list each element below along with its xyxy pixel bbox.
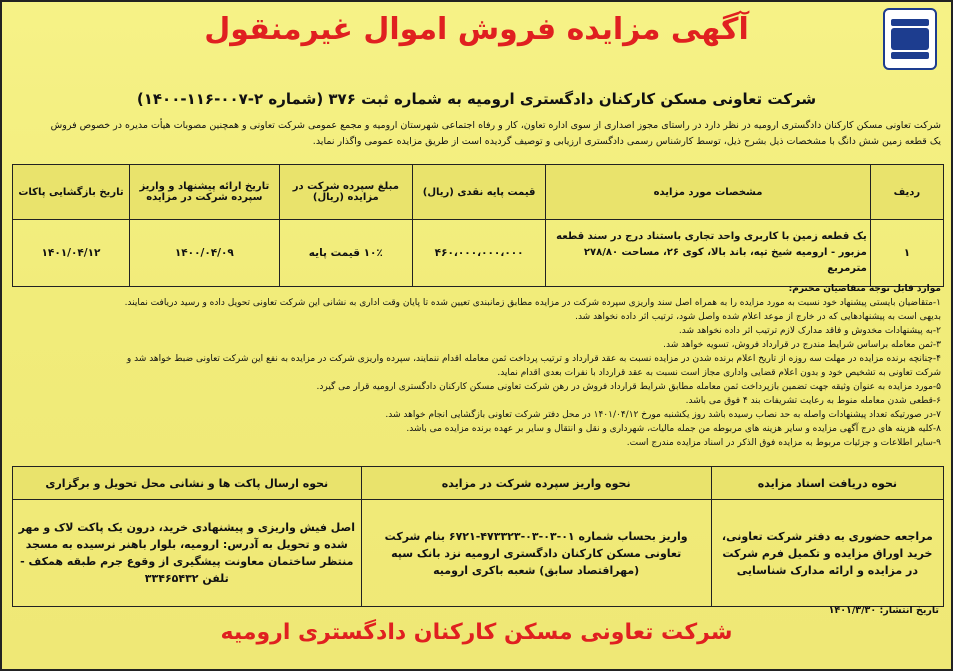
notice-title: آگهی مزایده فروش اموال غیرمنقول (204, 12, 749, 47)
header-cell-offer-date: تاریخ ارائه پیشنهاد و واریز سپرده شرکت در مزایده (129, 165, 279, 220)
auction-table-header (13, 165, 944, 220)
note-item: ۵-مورد مزایده به عنوان وثیقه جهت تضمین بازپرداخت ثمن معامله مطابق شرایط قرارداد فروش در رهن شرکت تعاونی مسکن کارکنان دادگستری ارومیه قرار می گیرد. (316, 382, 941, 392)
header-cell-deposit-method: نحوه واریز سپرده شرکت در مزایده (361, 467, 711, 500)
header-cell-opening-date: تاریخ بازگشایی پاکات (13, 165, 130, 220)
table-row (13, 220, 944, 287)
note-item: ۹-سایر اطلاعات و جزئیات مربوط به مزایده فوق الذکر در اسناد مزایده مندرج است. (626, 438, 941, 448)
auction-table (12, 164, 944, 287)
cell-documents: مراجعه حضوری به دفتر شرکت تعاونی، خرید اوراق مزایده و تکمیل فرم شرکت در مزایده و ارائه مدارک شناسایی (711, 500, 943, 607)
cell-deposit-method: واریز بحساب شماره ۰۱-۰۳-۰۳-۴۷۳۳۲۳-۶۷۲۱ بنام شرکت تعاونی مسکن کارکنان دادگستری ارومیه نزد بانک سپه (مهراقتصاد سابق) شعبه باکری ارومیه (361, 500, 711, 607)
table-row (13, 500, 944, 607)
note-item: ۸-کلیه هزینه های درج آگهی مزایده و سایر هزینه های مربوطه من جمله مالیات، شهرداری و نقل و انتقال و سایر بر عهده برنده مزایده می باشد. (406, 424, 941, 434)
info-table-header (13, 467, 944, 500)
note-item: شرکت تعاونی به تشخیص خود و بدون اعلام قضایی واداری مجاز است نسبت به عقد قرارداد با نفرات بعدی اقدام نماید. (497, 368, 941, 378)
note-item: ۴-چنانچه برنده مزایده در مهلت سه روزه از تاریخ اعلام برنده شدن در مزایده نسبت به عقد قرارداد و ترتیب پرداخت ثمن معامله اقدام ننمایند، سپرده واریزی شرکت در مزایده به نفع این شرکت تعاونی ضبط خواهد شد و (126, 354, 941, 364)
header-cell-description: مشخصات مورد مزایده (546, 165, 871, 220)
info-table (12, 466, 944, 607)
note-item: ۱-متقاضیان بایستی پیشنهاد خود نسبت به مورد مزایده را به همراه اصل سند واریزی سپرده شرکت در مزایده مطابق زمانبندی تعیین شده تا پایان وقت اداری به نشانی این شرکت تعاونی تحویل داده و رسید دریافت نمایند. (124, 298, 941, 308)
header-cell-delivery: نحوه ارسال پاکت ها و نشانی محل تحویل و برگزاری (13, 467, 362, 500)
header-cell-deposit: مبلغ سپرده شرکت در مزایده (ریال) (279, 165, 412, 220)
note-item: ۳-ثمن معامله براساس شرایط مندرج در قرارداد فروش، تسویه خواهد شد. (663, 340, 941, 350)
cell-index: ۱ (870, 220, 943, 287)
note-item: ۷-در صورتیکه تعداد پیشنهادات واصله به حد نصاب رسیده باشد روز یکشنبه مورخ ۱۴۰۱/۰۴/۱۲ در محل دفتر شرکت تعاونی بازگشایی انجام خواهد شد. (385, 410, 941, 420)
header-cell-base-price: قیمت پایه نقدی (ریال) (412, 165, 545, 220)
cell-deposit: ۱۰٪ قیمت پایه (279, 220, 412, 287)
cell-offer-date: ۱۴۰۰/۰۴/۰۹ (129, 220, 279, 287)
cell-delivery: اصل فیش واریزی و پیشنهادی خرید، درون یک پاکت لاک و مهر شده و تحویل به آدرس: ارومیه، بلوار باهنر نرسیده به مسجد منتظر ساختمان معاونت پیشگیری از وقوع جرم طبقه همکف - تلفن ۳۳۴۶۵۴۳۲ (13, 500, 362, 607)
note-item: بدیهی است به پیشنهادهایی که در خارج از موعد اعلام شده واصل شود، ترتیب اثر داده نخواهد شد. (575, 312, 941, 322)
cell-base-price: ۴۶۰،۰۰۰،۰۰۰،۰۰۰ (412, 220, 545, 287)
note-item: ۶-قطعی شدن معامله منوط به رعایت تشریفات بند ۴ فوق می باشد. (685, 396, 941, 406)
intro-line: یک قطعه زمین شش دانگ با مشخصات ذیل بشرح ذیل، توسط کارشناس رسمی دادگستری ارزیابی و توصیف گردیده است از طریق مزایده عمومی واگذار نماید. (312, 136, 941, 147)
intro-paragraph (10, 118, 941, 150)
note-item: ۲-به پیشنهادات مخدوش و فاقد مدارک لازم ترتیب اثر داده نخواهد شد. (678, 326, 941, 336)
notes-section (10, 282, 941, 450)
header-cell-index: ردیف (870, 165, 943, 220)
intro-line: شرکت تعاونی مسکن کارکنان دادگستری ارومیه در نظر دارد در راستای مجوز اصداری از سوی اداره تعاون، کار و رفاه اجتماعی شهرستان ارومیه و مجمع عمومی شرکت تعاونی و همچنین مصوبات هیأت مدیره در خصوص فروش (50, 120, 941, 131)
footer-company-name: شرکت تعاونی مسکن کارکنان دادگستری ارومیه (220, 620, 733, 645)
notice-subtitle: شرکت تعاونی مسکن کارکنان دادگستری ارومیه به شماره ثبت ۳۷۶ (شماره ۲-۰۰۷-۱۱۶-۱۴۰۰) (136, 90, 817, 108)
notes-heading: موارد قابل توجه متقاضیان محترم: (788, 284, 941, 294)
cell-description: یک قطعه زمین با کاربری واحد تجاری باستناد درج در سند قطعه مزبور - ارومیه شیخ تپه، باند بالا، کوی ۲۶، مساحت ۲۷۸/۸۰ مترمربع (546, 220, 871, 287)
cell-opening-date: ۱۴۰۱/۰۴/۱۲ (13, 220, 130, 287)
publish-date: تاریخ انتشار: ۱۴۰۱/۳/۳۰ (828, 605, 939, 616)
header-cell-documents: نحوه دریافت اسناد مزایده (711, 467, 943, 500)
